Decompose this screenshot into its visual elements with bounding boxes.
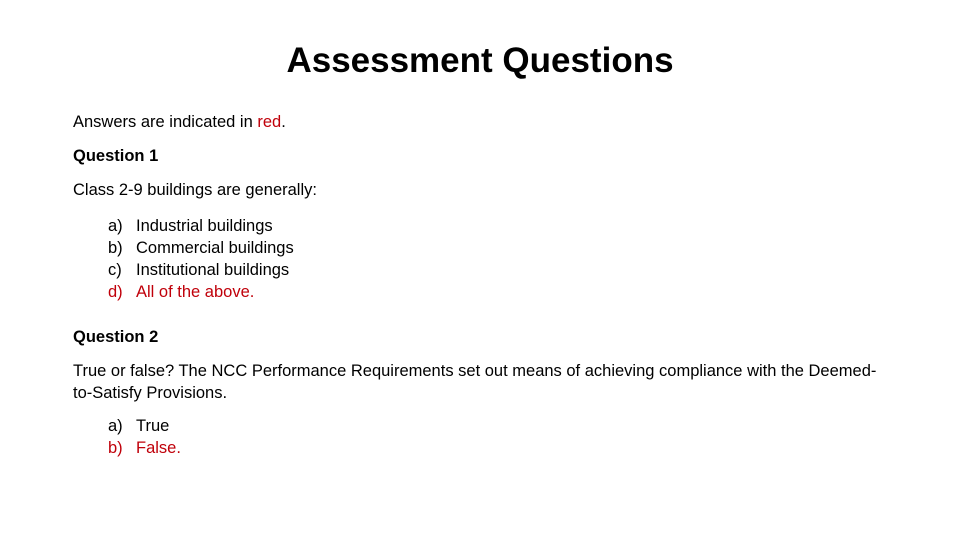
option-text: Institutional buildings: [136, 261, 290, 279]
option-b-answer: [108, 437, 893, 459]
question-1-text: Class 2-9 buildings are generally:: [73, 181, 317, 199]
option-letter: b): [108, 439, 123, 457]
intro-text: [73, 111, 893, 133]
intro-prefix: Answers are indicated in: [73, 113, 258, 131]
intro-highlight: red: [257, 113, 282, 131]
option-letter: d): [108, 283, 123, 301]
option-text: False.: [136, 439, 181, 457]
option-text: Industrial buildings: [136, 217, 273, 235]
option-b: [108, 237, 893, 259]
option-text: All of the above.: [136, 283, 255, 301]
option-text: Commercial buildings: [136, 239, 294, 257]
slide-title: Assessment Questions: [286, 41, 674, 80]
option-letter: a): [108, 217, 123, 235]
question-1-heading: Question 1: [73, 147, 159, 165]
question-2-text: True or false? The NCC Performance Requirements set out means of achieving compliance with the Deemed-to-Satisfy Provisions.: [73, 362, 877, 402]
slide-content: [73, 111, 893, 459]
question-2-heading: Question 2: [73, 328, 159, 346]
option-letter: b): [108, 239, 123, 257]
option-text: True: [136, 417, 170, 435]
intro-suffix: .: [281, 113, 286, 131]
question-1-options: [108, 215, 893, 303]
question-2-options: [108, 415, 893, 459]
option-letter: a): [108, 417, 123, 435]
option-a: [108, 415, 893, 437]
option-a: [108, 215, 893, 237]
option-d-answer: [108, 281, 893, 303]
option-c: [108, 259, 893, 281]
option-letter: c): [108, 261, 122, 279]
